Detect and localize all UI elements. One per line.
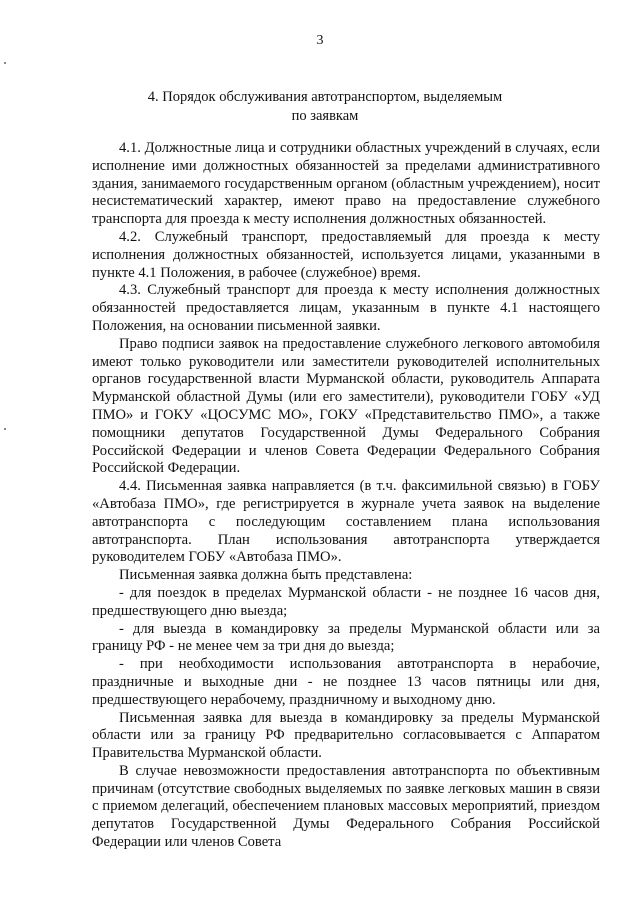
scan-margin-mark (4, 62, 6, 64)
paragraph-4-2: 4.2. Служебный транспорт, предоставляемый для проезда к месту исполнения должностных обязанностей, используется лицами, указанными в пункте 4.1 Положения, в рабочее (служебное) время. (92, 228, 600, 281)
paragraph-4-4: 4.4. Письменная заявка направляется (в т.ч. факсимильной связью) в ГОБУ «Автобаза ПМО», где регистрируется в журнале учета заявок на выделение автотранспорта с последующим составлением плана использования автотранспорта. План использования автотранспорта утверждается руководителем ГОБУ «Автобаза ПМО». (92, 478, 600, 566)
scan-margin-mark (4, 428, 6, 430)
section-heading-line-2: по заявкам (291, 108, 359, 124)
paragraph-approval: Письменная заявка для выезда в командировку за пределы Мурманской области или за границу РФ предварительно согласовывается с Аппаратом Правительства Мурманской области. (92, 709, 600, 762)
paragraph-unavailability: В случае невозможности предоставления автотранспорта по объективным причинам (отсутствие свободных выделяемых по заявке легковых машин в связи с приемом делегаций, обеспечением плановых массовых мероприятий, приездом депутатов Государственной Думы Федерального Собрания Российской Федерации или членов Совета (92, 762, 600, 851)
paragraph-4-1: 4.1. Должностные лица и сотрудники областных учреждений в случаях, если исполнение ими должностных обязанностей за пределами административного здания, занимаемого государственным органом (областным учреждением), носит несистематический характер, имеют право на предоставление служебного транспорта для проезда к месту исполнения должностных обязанностей. (92, 140, 600, 228)
section-heading-line-1: 4. Порядок обслуживания автотранспортом, выделяемым (147, 89, 503, 105)
page-number: 3 (316, 33, 324, 48)
list-item-holidays: - при необходимости использования автотранспорта в нерабочие, праздничные и выходные дни - не позднее 13 часов пятницы или дня, предшествующего нерабочему, праздничному и выходному дню. (92, 656, 600, 708)
paragraph-signature-rights: Право подписи заявок на предоставление служебного легкового автомобиля имеют только руководители или заместители руководителей исполнительных органов государственной власти Мурманской области, руководитель Аппарата Мурманской областной Думы (или его заместители), руководители ГОБУ «УД ПМО» и ГОКУ «ЦОСУМС МО», ГОКУ «Представительство ПМО», а также помощники депутатов Государственной Думы Федерального Собрания Российской Федерации и членов Совета Федерации Федерального Собрания Российской Федерации. (92, 335, 600, 477)
list-item-within-region: - для поездок в пределах Мурманской области - не позднее 16 часов дня, предшествующего дню выезда; (92, 584, 600, 619)
body-text (92, 140, 600, 852)
paragraph-4-3: 4.3. Служебный транспорт для проезда к месту исполнения должностных обязанностей предоставляется лицам, указанным в пункте 4.1 настоящего Положения, на основании письменной заявки. (92, 282, 600, 334)
list-item-business-trip: - для выезда в командировку за пределы Мурманской области или за границу РФ - не менее чем за три дня до выезда; (92, 620, 600, 655)
section-heading (92, 88, 558, 126)
paragraph-submission-terms: Письменная заявка должна быть представлена: (119, 567, 413, 584)
